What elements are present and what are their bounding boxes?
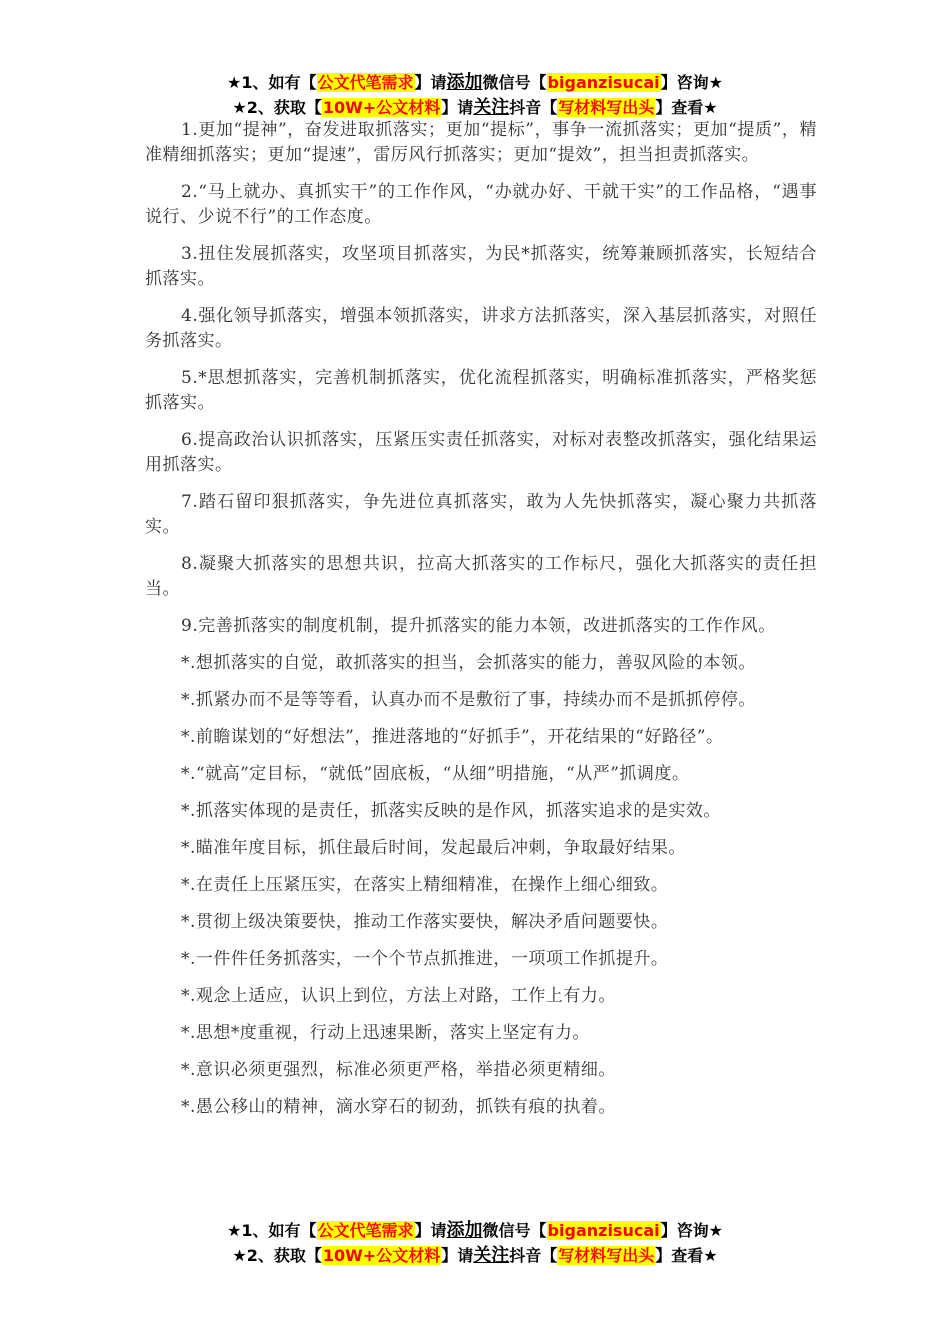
paragraph: *.思想*度重视，行动上迅速果断，落实上坚定有力。	[181, 1023, 590, 1043]
banner-line-1	[0, 70, 950, 95]
banner-line-2	[0, 1243, 950, 1268]
header-banner	[0, 70, 950, 120]
footer-banner	[0, 1218, 950, 1268]
banner-text: 】请	[414, 73, 447, 92]
banner-text: 】咨询★	[660, 73, 723, 92]
highlight-service: 公文代笔需求	[317, 73, 414, 92]
paragraph: 2.“马上就办、真抓实干”的工作作风，“办就办好、干就干实”的工作品格，“遇事说行、少说不行”的工作态度。	[145, 182, 817, 227]
banner-text: 抖音【	[509, 98, 558, 117]
paragraph: 6.提高政治认识抓落实，压紧压实责任抓落实，对标对表整改抓落实，强化结果运用抓落实。	[145, 430, 817, 475]
banner-text: 】请	[414, 1221, 447, 1240]
banner-text: ★2、获取【	[232, 1246, 322, 1265]
paragraph: 8.凝聚大抓落实的思想共识，拉高大抓落实的工作标尺，强化大抓落实的责任担当。	[145, 554, 817, 599]
banner-line-2	[0, 95, 950, 120]
paragraph: 1.更加“提神”，奋发进取抓落实；更加“提标”，事争一流抓落实；更加“提质”，精准精细抓落实；更加“提速”，雷厉风行抓落实；更加“提效”，担当担责抓落实。	[145, 120, 817, 165]
paragraph: *.一件件任务抓落实，一个个节点抓推进，一项项工作抓提升。	[181, 949, 669, 969]
highlight-wechat-id: biganzisucai	[547, 1221, 660, 1240]
banner-emphasis: 添加	[446, 1220, 483, 1241]
banner-text: 】查看★	[655, 1246, 718, 1265]
banner-text: 】查看★	[655, 98, 718, 117]
highlight-douyin-account: 写材料写出头	[558, 98, 655, 117]
paragraph: *.“就高”定目标，“就低”固底板，“从细”明措施，“从严”抓调度。	[181, 764, 690, 784]
banner-text: 抖音【	[509, 1246, 558, 1265]
banner-line-1	[0, 1218, 950, 1243]
paragraph: 9.完善抓落实的制度机制，提升抓落实的能力本领，改进抓落实的工作作风。	[181, 616, 776, 636]
highlight-douyin-account: 写材料写出头	[558, 1246, 655, 1265]
banner-text: 】咨询★	[660, 1221, 723, 1240]
paragraph: *.抓落实体现的是责任，抓落实反映的是作风，抓落实追求的是实效。	[181, 801, 721, 821]
paragraph: *.意识必须更强烈，标准必须更严格，举措必须更精细。	[181, 1060, 616, 1080]
highlight-service: 公文代笔需求	[317, 1221, 414, 1240]
banner-text: ★2、获取【	[232, 98, 322, 117]
banner-text: 】请	[441, 1246, 474, 1265]
highlight-wechat-id: biganzisucai	[547, 73, 660, 92]
banner-text: 微信号【	[482, 73, 547, 92]
banner-emphasis: 关注	[473, 97, 510, 118]
paragraph: *.愚公移山的精神，滴水穿石的韧劲，抓铁有痕的执着。	[181, 1097, 616, 1117]
banner-text: 微信号【	[482, 1221, 547, 1240]
document-body	[145, 118, 817, 1132]
paragraph: 3.扭住发展抓落实，攻坚项目抓落实，为民*抓落实，统筹兼顾抓落实，长短结合抓落实。	[145, 244, 817, 289]
banner-emphasis: 添加	[446, 72, 483, 93]
paragraph: *.抓紧办而不是等等看，认真办而不是敷衍了事，持续办而不是抓抓停停。	[181, 690, 756, 710]
paragraph: *.贯彻上级决策要快，推动工作落实要快，解决矛盾问题要快。	[181, 912, 669, 932]
paragraph: *.瞄准年度目标，抓住最后时间，发起最后冲刺，争取最好结果。	[181, 838, 686, 858]
banner-text: ★1、如有【	[227, 73, 317, 92]
banner-emphasis: 关注	[473, 1245, 510, 1266]
highlight-materials: 10W+公文材料	[322, 1246, 441, 1265]
highlight-materials: 10W+公文材料	[322, 98, 441, 117]
paragraph: *.在责任上压紧压实，在落实上精细精准，在操作上细心细致。	[181, 875, 669, 895]
paragraph: 4.强化领导抓落实，增强本领抓落实，讲求方法抓落实，深入基层抓落实，对照任务抓落实。	[145, 306, 817, 351]
paragraph: *.前瞻谋划的“好想法”，推进落地的“好抓手”，开花结果的“好路径”。	[181, 727, 724, 747]
banner-text: 】请	[441, 98, 474, 117]
paragraph: *.想抓落实的自觉，敢抓落实的担当，会抓落实的能力，善驭风险的本领。	[181, 653, 756, 673]
banner-text: ★1、如有【	[227, 1221, 317, 1240]
paragraph: 7.踏石留印狠抓落实，争先进位真抓落实，敢为人先快抓落实，凝心聚力共抓落实。	[145, 492, 817, 537]
paragraph: *.观念上适应，认识上到位，方法上对路，工作上有力。	[181, 986, 616, 1006]
paragraph: 5.*思想抓落实，完善机制抓落实，优化流程抓落实，明确标准抓落实，严格奖惩抓落实。	[145, 368, 817, 413]
